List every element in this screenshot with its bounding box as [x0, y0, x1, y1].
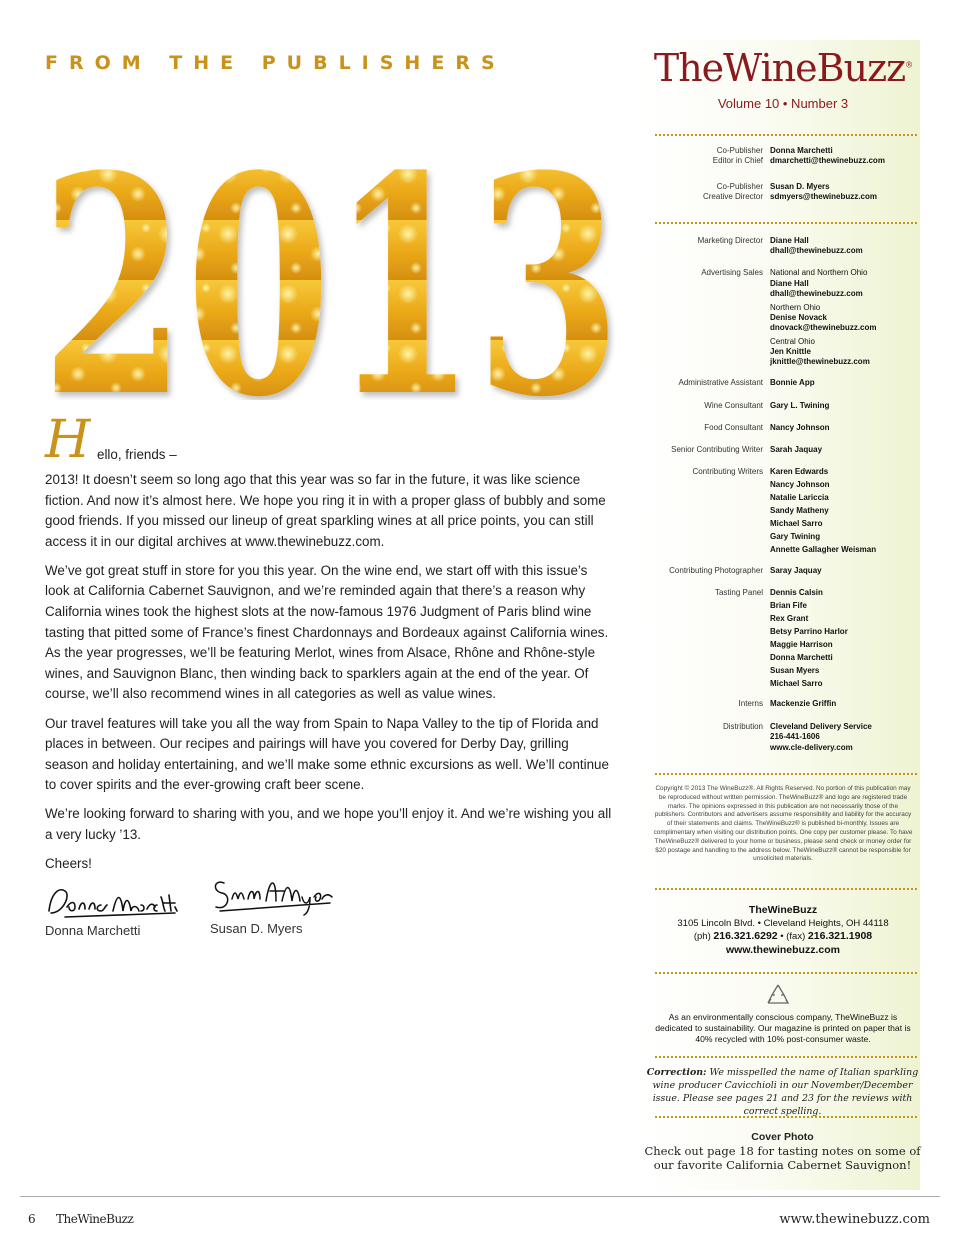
volume-number: Volume 10 • Number 3 [717, 96, 849, 111]
handwritten-signature-donna [45, 883, 185, 921]
staff-value: Gary L. Twining [770, 401, 830, 410]
staff-role: Wine Consultant [704, 401, 763, 410]
staff-value: Annette Gallagher Weisman [770, 545, 877, 554]
staff-value: sdmyers@thewinebuzz.com [770, 192, 877, 201]
staff-role: Contributing Writers [692, 467, 763, 476]
staff-value: National and Northern Ohio [770, 268, 868, 277]
dotted-divider [655, 1116, 917, 1118]
signer-name: Susan D. Myers [210, 921, 303, 937]
signature-donna [45, 883, 185, 942]
staff-value: Natalie Lariccia [770, 493, 829, 502]
staff-role: Senior Contributing Writer [671, 445, 763, 454]
staff-value: dnovack@thewinebuzz.com [770, 323, 877, 332]
staff-value: Denise Novack [770, 313, 827, 322]
dotted-divider [655, 1056, 917, 1058]
logo-text: TheWineBuzz [653, 46, 906, 90]
correction-note [640, 1066, 925, 1118]
staff-role: Distribution [722, 722, 763, 731]
staff-value: Brian Fife [770, 601, 807, 610]
signature-susan [210, 871, 340, 940]
letter-paragraph: We’ve got great stuff in store for you this year. On the wine end, we start off with this issue’s look at California Cabernet Sauvignon, and we’re reminded again that there’s a reason why California wines took the highest slots at the now-famous 1976 Judgment of Paris blind wine tasting that pitted some of France’s finest Chardonnays and Bordeaux against California wines. As the year progresses, we’ll be featuring Merlot, wines from Alsace, Rhône and Rhône-style wines, and Sauvignon Blanc, then winding back to sparklers again at the end of the year. Of course, we’ll also recommend wines in all categories as well as value wines. [45, 562, 609, 702]
staff-role: Tasting Panel [714, 588, 763, 597]
staff-value: dhall@thewinebuzz.com [770, 246, 863, 255]
letter-paragraph: We’re looking forward to sharing with you, and we hope you’ll enjoy it. And we’re wishing you all a very lucky ’13. [45, 806, 612, 842]
page-number: 6 [28, 1212, 36, 1226]
letter-paragraph: Our travel features will take you all the way from Spain to Napa Valley to the tip of Florida and places in between. Our recipes and pairings will have you covered for Derby Day, grilling season and holiday entertaining, and we’ll make some ethnic excursions as well. We’ll continue to cover spirits and the ever-growing craft beer scene. [45, 715, 609, 793]
staff-value: Nancy Johnson [770, 423, 830, 432]
staff-value: Michael Sarro [770, 519, 823, 528]
staff-value: dmarchetti@thewinebuzz.com [770, 156, 885, 165]
staff-value: Central Ohio [770, 337, 815, 346]
staff-value: 216-441-1606 [770, 732, 820, 741]
staff-role: Advertising Sales [701, 268, 763, 277]
dotted-divider [655, 134, 917, 136]
hero-year: 2013 [41, 110, 621, 400]
staff-role: Food Consultant [704, 423, 763, 432]
correction-text: We misspelled the name of Italian sparkling wine producer Cavicchioli in our November/December issue. Please see pages 21 and 23 for the reviews with correct spelling. [652, 1067, 919, 1117]
staff-role: Editor in Chief [712, 156, 763, 165]
street-address: 3105 Lincoln Blvd. • Cleveland Heights, OH 44118 [677, 917, 889, 929]
staff-value: Michael Sarro [770, 679, 823, 688]
staff-value: Betsy Parrino Harlor [770, 627, 848, 636]
signer-name: Donna Marchetti [45, 923, 141, 939]
staff-role: Contributing Photographer [669, 566, 763, 575]
fax-number: 216.321.1908 [807, 930, 873, 942]
dotted-divider [655, 773, 917, 775]
handwritten-signature-susan [210, 871, 340, 919]
footer-url[interactable]: www.thewinebuzz.com [779, 1212, 930, 1227]
staff-value: Cleveland Delivery Service [770, 722, 872, 731]
staff-value: Diane Hall [770, 279, 809, 288]
staff-value: Donna Marchetti [770, 146, 833, 155]
staff-value: www.cle-delivery.com [770, 743, 853, 752]
cover-photo-note [640, 1130, 925, 1172]
staff-role: Co-Publisher [716, 146, 763, 155]
staff-value: Donna Marchetti [770, 653, 833, 662]
cover-photo-title: Cover Photo [751, 1131, 814, 1143]
masthead-logo: TheWineBuzz® [653, 46, 913, 90]
drop-cap: H [45, 410, 91, 470]
staff-value: Saray Jaquay [770, 566, 822, 575]
footer-rule [20, 1196, 940, 1197]
phone-fax: (ph) 216.321.6292 • (fax) 216.321.1908 [693, 930, 873, 942]
sustainability-note: As an environmentally conscious company, TheWineBuzz is dedicated to sustainability. Our magazine is printed on paper that is 40% recycled with 10% post-consumer waste. [655, 1012, 911, 1044]
correction-label: Correction: [646, 1067, 707, 1078]
staff-value: Dennis Calsin [770, 588, 823, 597]
letter-paragraph: 2013! It doesn’t seem so long ago that this year was so far in the future, it was like science fiction. And now it’s almost here. We hope you ring it in with a proper glass of bubbly and some good friends. If you missed our lineup of great sparkling wines at all price points, you can still access it in our digital archives at www.thewinebuzz.com. [45, 472, 606, 549]
staff-value: Gary Twining [770, 532, 821, 541]
staff-value: Sarah Jaquay [770, 445, 823, 454]
staff-value: Rex Grant [770, 614, 809, 623]
staff-value: Maggie Harrison [770, 640, 833, 649]
contact-address [652, 904, 914, 957]
greeting-text: ello, friends – [97, 447, 177, 462]
copyright-notice: Copyright © 2013 The WineBuzz®. All Rights Reserved. No portion of this publication may be reproduced without written permission. TheWineBuzz® and logo are registered trade marks. The opinions expressed in this publication are not necessarily those of the publishers. Contributors and advertisers assume responsibility and liability for the accuracy of their statements and claims. TheWineBuzz® is published bi-monthly. Issues are complimentary when visiting our distribution points. One copy per customer please. To have TheWineBuzz® delivered to your home or business, please send check or money order for $20 postage and handling to the address below. TheWineBuzz® cannot be responsible for unsolicited materials. [653, 785, 913, 863]
signatures [45, 883, 615, 943]
staff-value: Nancy Johnson [770, 480, 830, 489]
staff-value: Mackenzie Griffin [770, 699, 837, 708]
staff-value: jknittle@thewinebuzz.com [770, 357, 870, 366]
letter-closing: Cheers! [45, 856, 92, 872]
website-link[interactable]: www.thewinebuzz.com [726, 943, 840, 956]
footer-magazine-name: TheWineBuzz [56, 1212, 134, 1226]
staff-value: Susan Myers [770, 666, 820, 675]
staff-list [655, 146, 917, 766]
staff-role: Administrative Assistant [678, 378, 763, 387]
staff-role: Marketing Director [697, 236, 763, 245]
staff-value: Bonnie App [770, 378, 815, 387]
phone-number: 216.321.6292 [713, 930, 778, 942]
publication-name: TheWineBuzz [748, 904, 818, 916]
cover-photo-text: Check out page 18 for tasting notes on some of our favorite California Cabernet Sauvignon! [644, 1144, 921, 1172]
staff-value: Diane Hall [770, 236, 809, 245]
dotted-divider [655, 972, 917, 974]
staff-value: Karen Edwards [770, 467, 829, 476]
dotted-divider [655, 888, 917, 890]
section-title: FROM THE PUBLISHERS [45, 52, 506, 74]
staff-value: Northern Ohio [770, 303, 821, 312]
hero-year-graphic [36, 100, 626, 400]
staff-value: dhall@thewinebuzz.com [770, 289, 863, 298]
recycle-icon [764, 982, 792, 1008]
staff-role: Interns [738, 699, 763, 708]
greeting [45, 410, 615, 470]
staff-value: Sandy Matheny [770, 506, 829, 515]
staff-role: Creative Director [702, 192, 763, 201]
publishers-letter [45, 410, 615, 943]
staff-value: Jen Knittle [770, 347, 811, 356]
staff-value: Susan D. Myers [770, 182, 830, 191]
staff-role: Co-Publisher [716, 182, 763, 191]
